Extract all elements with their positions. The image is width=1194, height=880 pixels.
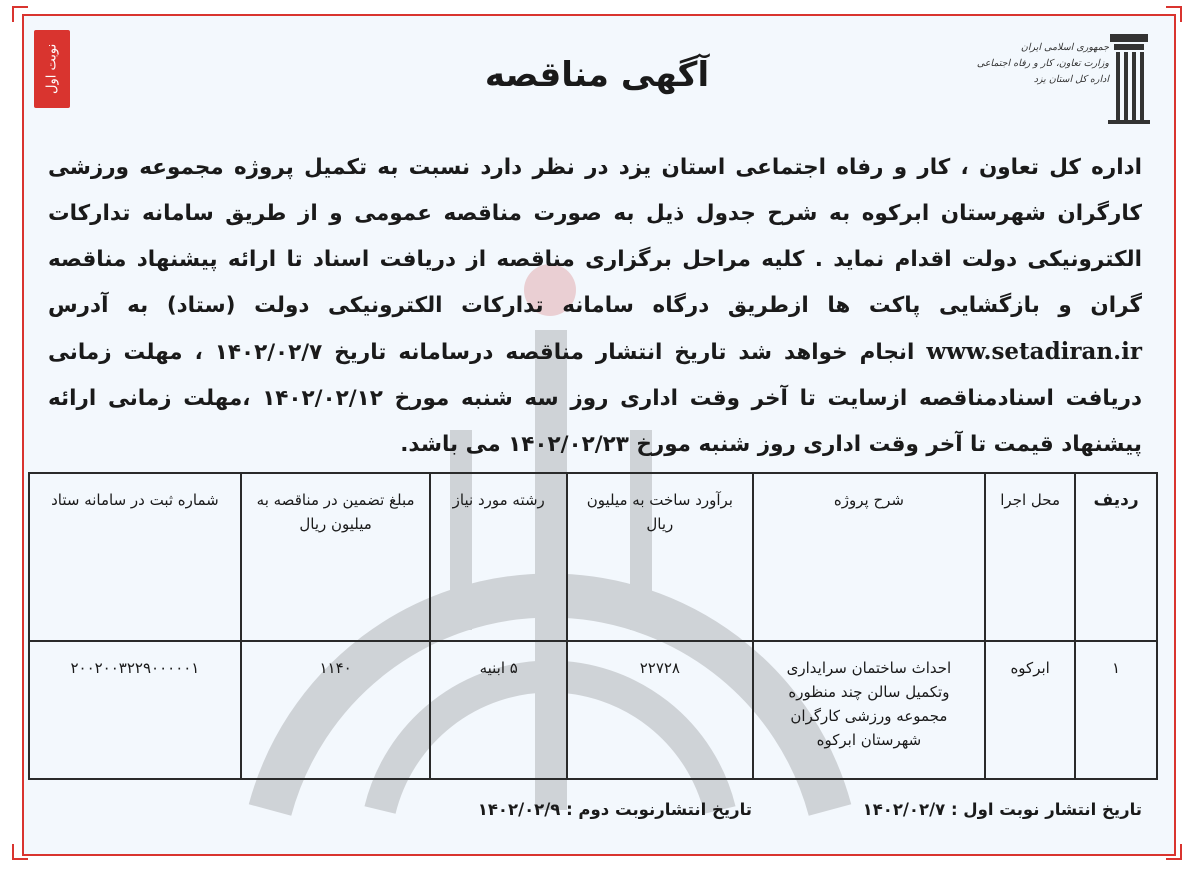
second-publication-label: تاریخ انتشارنوبت دوم : [566,800,752,819]
notice-title: آگهی مناقصه [484,55,710,95]
cell-registration: ۲۰۰۲۰۰۳۲۲۹۰۰۰۰۰۱ [29,641,241,779]
header-description: شرح پروژه [753,473,986,641]
header-field: رشته مورد نیاز [430,473,567,641]
logo-line: وزارت تعاون، کار و رفاه اجتماعی [976,58,1109,69]
tender-table [28,472,1158,780]
first-publication-label: تاریخ انتشار نوبت اول : [950,800,1142,819]
cell-row-no: ۱ [1075,641,1157,779]
logo-line: اداره کل استان یزد [1033,74,1109,85]
cell-guarantee: ۱۱۴۰ [241,641,431,779]
website-link[interactable]: www.setadiran.ir [926,338,1142,365]
header-registration: شماره ثبت در سامانه ستاد [29,473,241,641]
header-guarantee: مبلغ تضمین در مناقصه به میلیون ریال [241,473,431,641]
cell-estimate: ۲۲۷۲۸ [567,641,753,779]
header-estimate: برآورد ساخت به میلیون ریال [567,473,753,641]
second-publication-date: ۱۴۰۲/۰۲/۹ [477,800,561,819]
logo-line: جمهوری اسلامی ایران [1020,42,1109,53]
cell-description: احداث ساختمان سرایداری وتکمیل سالن چند منظوره مجموعه ورزشی کارگران شهرستان ابرکوه [753,641,986,779]
body-text-part2: انجام خواهد شد تاریخ انتشار مناقصه درسامانه تاریخ ۱۴۰۲/۰۲/۷ ، مهلت زمانی دریافت اسنادمناقصه ازسایت تا آخر وقت اداری روز سه شنبه مورخ ۱۴۰۲/۰۲/۱۲ ،مهلت زمانی ارائه پیشنهاد قیمت تا آخر وقت اداری روز شنبه مورخ ۱۴۰۲/۰۲/۲۳ می باشد. [48,340,1142,457]
notice-body [48,145,1142,468]
cell-field: ۵ ابنیه [430,641,567,779]
first-publication [863,800,1142,819]
second-publication [478,800,752,819]
cell-location: ابرکوه [985,641,1075,779]
header-row-no: ردیف [1075,473,1157,641]
table-header-row [29,473,1157,641]
first-publication-date: ۱۴۰۲/۰۲/۷ [862,800,946,819]
table-row [29,641,1157,779]
turn-badge: نوبت اول [34,30,70,108]
header-location: محل اجرا [985,473,1075,641]
body-text-part1: اداره کل تعاون ، کار و رفاه اجتماعی استان یزد در نظر دارد نسبت به تکمیل پروژه مجموعه ورزشی کارگران شهرستان ابرکوه به شرح جدول ذیل به صورت مناقصه عمومی و از طریق سامانه تدارکات الکترونیکی دولت اقدام نماید . کلیه مراحل برگزاری مناقصه از دریافت اسناد تا ارائه پیشنهاد مناقصه گران و بازگشایی پاکت ها ازطریق درگاه سامانه تدارکات الکترونیکی دولت (ستاد) به آدرس [48,155,1142,318]
